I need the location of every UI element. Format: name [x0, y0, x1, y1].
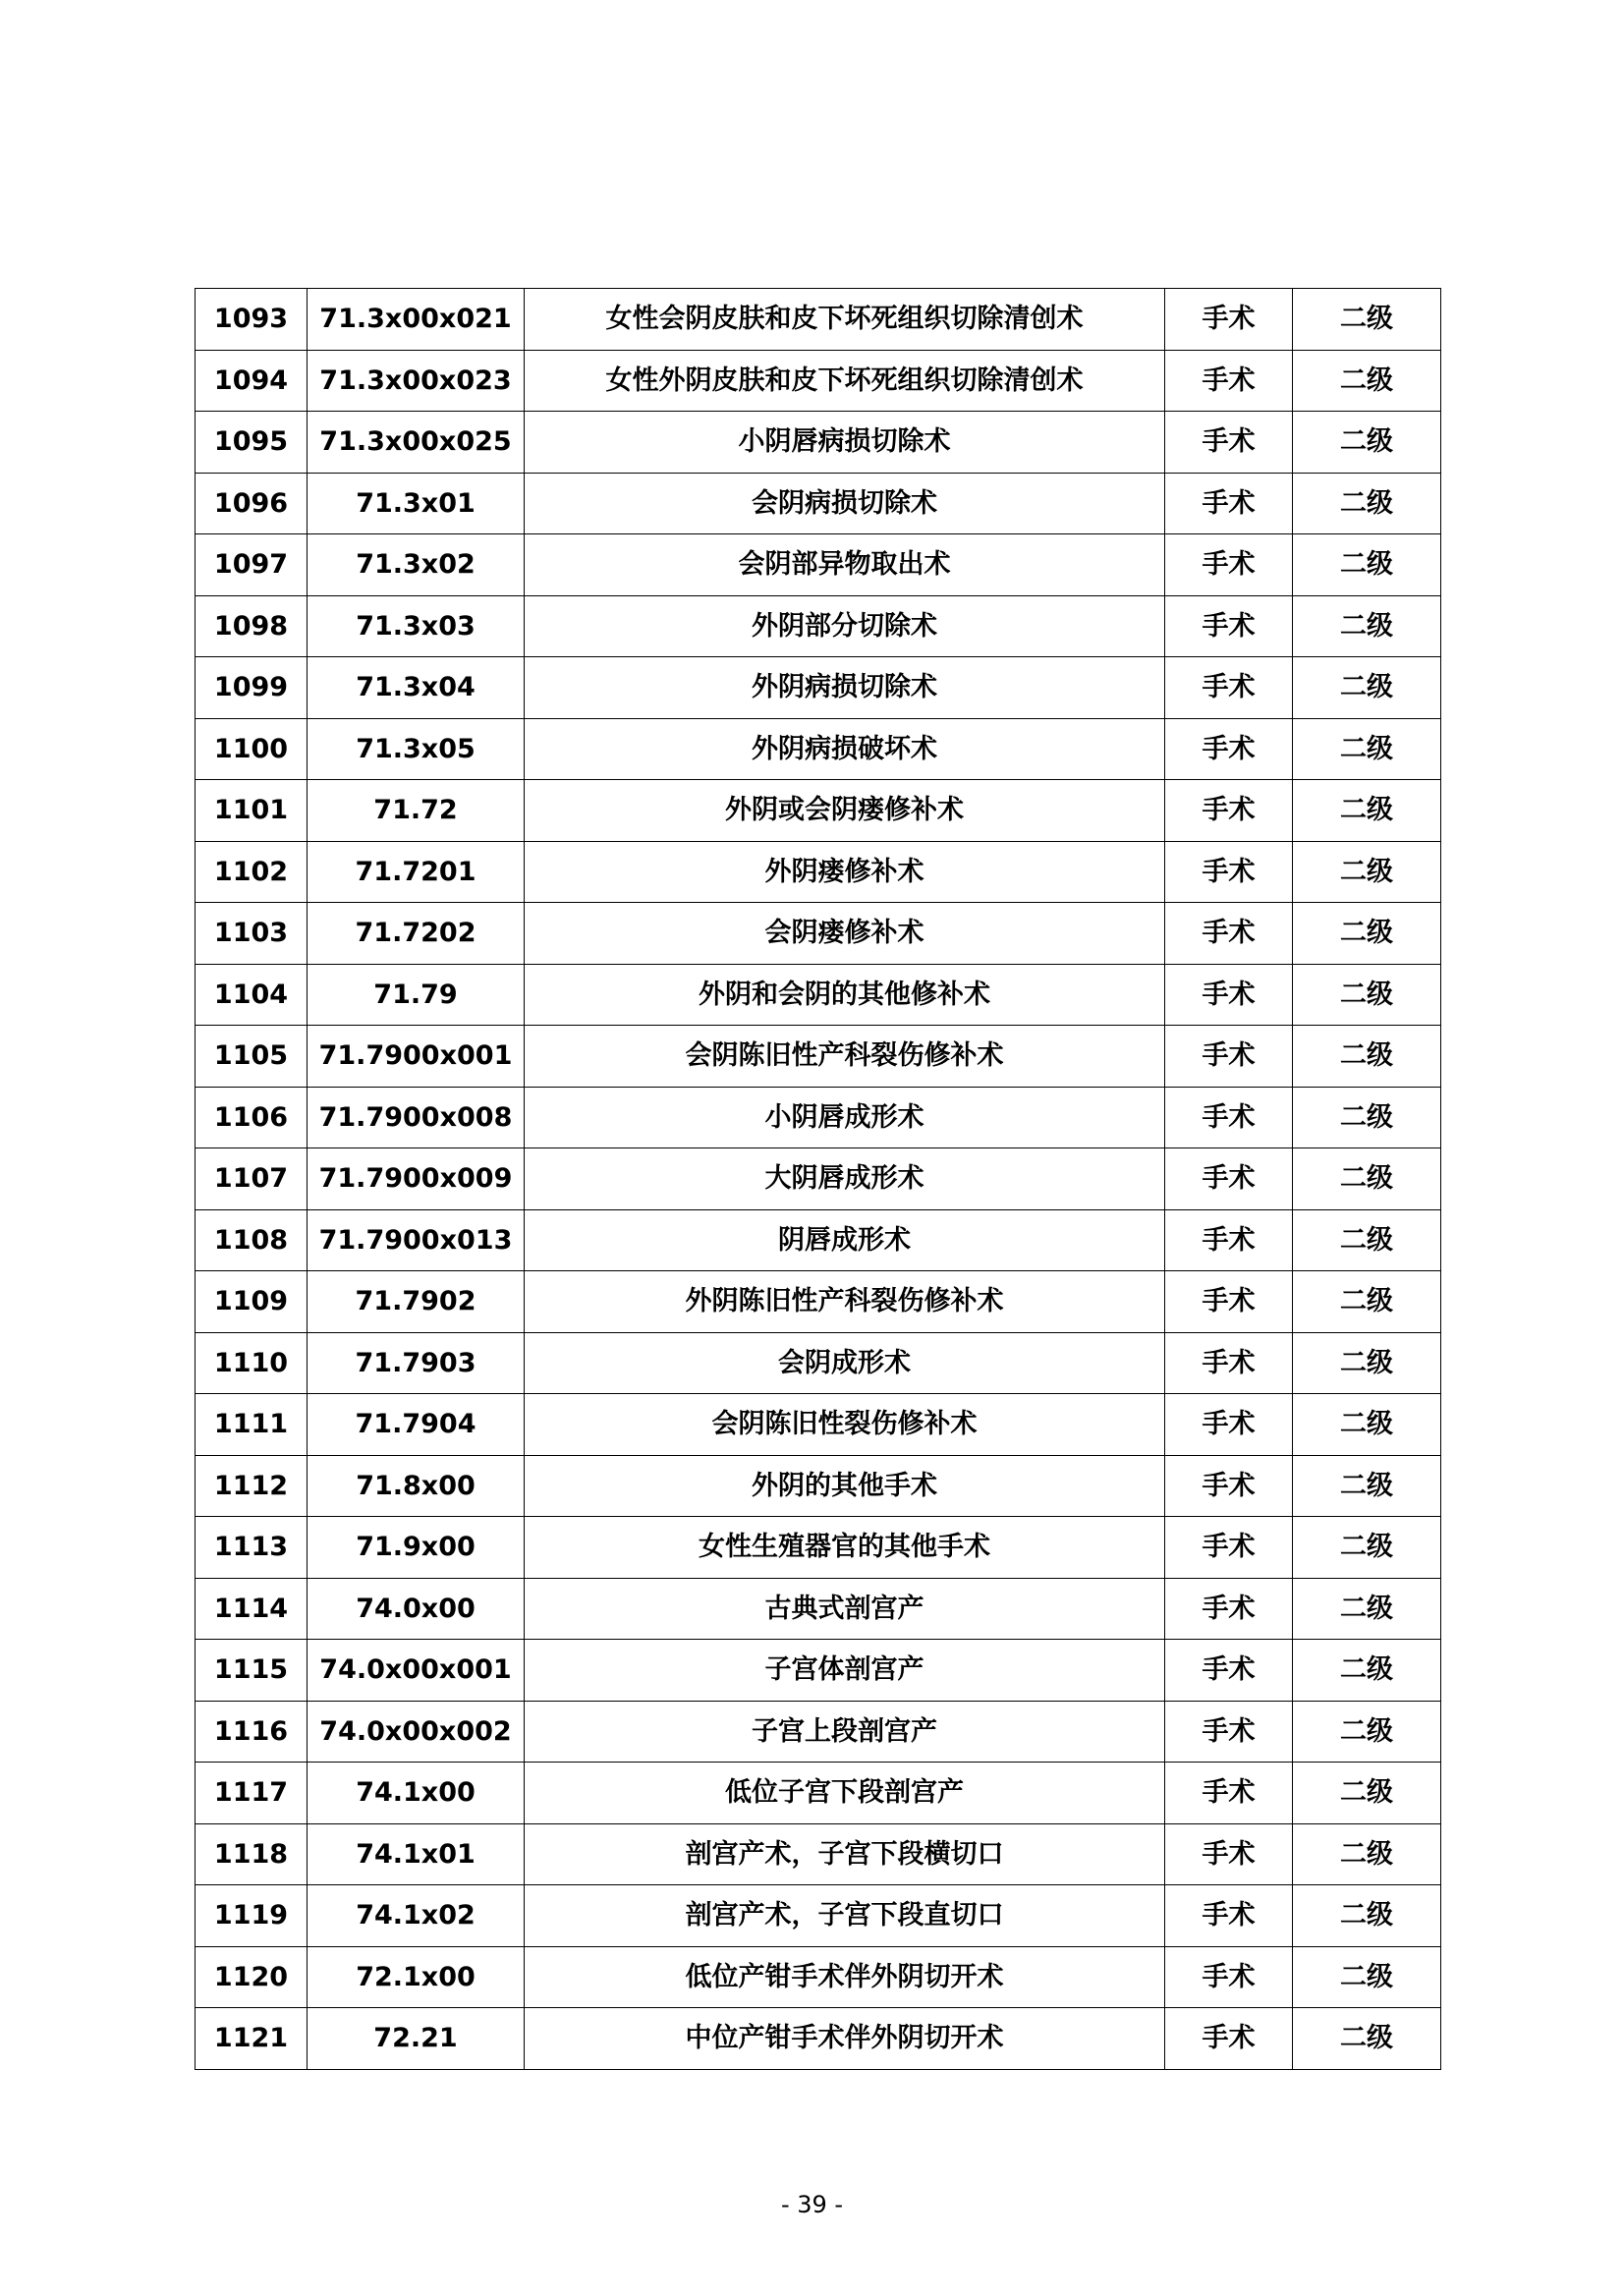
row-number-cell: 1116 [196, 1701, 308, 1763]
row-number-cell: 1096 [196, 473, 308, 534]
row-number-cell: 1119 [196, 1885, 308, 1947]
table-row [196, 1332, 1441, 1394]
procedure-code-cell: 71.7903 [308, 1332, 525, 1394]
procedure-name-cell: 女性外阴皮肤和皮下坏死组织切除清创术 [525, 350, 1165, 412]
procedure-name-cell: 低位子宫下段剖宫产 [525, 1763, 1165, 1824]
table-row [196, 1578, 1441, 1640]
procedure-name-cell: 小阴唇病损切除术 [525, 412, 1165, 474]
table-row [196, 595, 1441, 657]
procedure-type-cell: 手术 [1165, 534, 1293, 596]
procedure-type-cell: 手术 [1165, 1209, 1293, 1271]
row-number-cell: 1094 [196, 350, 308, 412]
procedure-type-cell: 手术 [1165, 841, 1293, 903]
row-number-cell: 1118 [196, 1823, 308, 1885]
table-row [196, 534, 1441, 596]
procedure-code-cell: 71.3x04 [308, 657, 525, 719]
procedure-type-cell: 手术 [1165, 657, 1293, 719]
procedure-level-cell: 二级 [1293, 473, 1441, 534]
procedure-type-cell: 手术 [1165, 1455, 1293, 1517]
procedure-name-cell: 小阴唇成形术 [525, 1087, 1165, 1148]
row-number-cell: 1112 [196, 1455, 308, 1517]
procedure-type-cell: 手术 [1165, 903, 1293, 965]
row-number-cell: 1100 [196, 718, 308, 780]
procedure-type-cell: 手术 [1165, 473, 1293, 534]
procedure-code-cell: 71.8x00 [308, 1455, 525, 1517]
procedure-name-cell: 外阴的其他手术 [525, 1455, 1165, 1517]
procedure-level-cell: 二级 [1293, 1701, 1441, 1763]
procedure-type-cell: 手术 [1165, 1271, 1293, 1333]
procedure-level-cell: 二级 [1293, 2008, 1441, 2070]
procedure-type-cell: 手术 [1165, 595, 1293, 657]
procedure-type-cell: 手术 [1165, 289, 1293, 351]
procedure-code-cell: 71.79 [308, 964, 525, 1026]
table-row [196, 657, 1441, 719]
procedure-type-cell: 手术 [1165, 1026, 1293, 1088]
table-row [196, 903, 1441, 965]
procedure-type-cell: 手术 [1165, 2008, 1293, 2070]
procedure-level-cell: 二级 [1293, 1517, 1441, 1579]
procedure-level-cell: 二级 [1293, 595, 1441, 657]
procedure-level-cell: 二级 [1293, 718, 1441, 780]
procedure-level-cell: 二级 [1293, 1455, 1441, 1517]
table-row [196, 1271, 1441, 1333]
procedure-name-cell: 低位产钳手术伴外阴切开术 [525, 1946, 1165, 2008]
procedure-name-cell: 剖宫产术，子宫下段直切口 [525, 1885, 1165, 1947]
procedure-name-cell: 会阴瘘修补术 [525, 903, 1165, 965]
table-row [196, 1394, 1441, 1456]
row-number-cell: 1105 [196, 1026, 308, 1088]
procedure-code-cell: 74.1x00 [308, 1763, 525, 1824]
surgery-classification-table [195, 288, 1441, 2070]
procedure-type-cell: 手术 [1165, 1148, 1293, 1210]
procedure-code-cell: 71.7902 [308, 1271, 525, 1333]
table-row [196, 964, 1441, 1026]
procedure-code-cell: 71.72 [308, 780, 525, 842]
procedure-code-cell: 71.9x00 [308, 1517, 525, 1579]
procedure-level-cell: 二级 [1293, 1946, 1441, 2008]
table-body [196, 289, 1441, 2070]
procedure-name-cell: 剖宫产术，子宫下段横切口 [525, 1823, 1165, 1885]
procedure-code-cell: 71.7202 [308, 903, 525, 965]
procedure-level-cell: 二级 [1293, 780, 1441, 842]
procedure-code-cell: 71.7900x001 [308, 1026, 525, 1088]
page-number: - 39 - [780, 2191, 844, 2218]
procedure-level-cell: 二级 [1293, 1209, 1441, 1271]
row-number-cell: 1120 [196, 1946, 308, 2008]
procedure-level-cell: 二级 [1293, 1640, 1441, 1702]
procedure-level-cell: 二级 [1293, 1026, 1441, 1088]
procedure-type-cell: 手术 [1165, 1763, 1293, 1824]
procedure-type-cell: 手术 [1165, 718, 1293, 780]
procedure-type-cell: 手术 [1165, 350, 1293, 412]
procedure-name-cell: 会阴成形术 [525, 1332, 1165, 1394]
procedure-level-cell: 二级 [1293, 289, 1441, 351]
table-row [196, 1701, 1441, 1763]
procedure-code-cell: 71.3x02 [308, 534, 525, 596]
procedure-name-cell: 女性会阴皮肤和皮下坏死组织切除清创术 [525, 289, 1165, 351]
row-number-cell: 1111 [196, 1394, 308, 1456]
procedure-type-cell: 手术 [1165, 1885, 1293, 1947]
row-number-cell: 1110 [196, 1332, 308, 1394]
row-number-cell: 1099 [196, 657, 308, 719]
procedure-name-cell: 会阴陈旧性产科裂伤修补术 [525, 1026, 1165, 1088]
procedure-type-cell: 手术 [1165, 1087, 1293, 1148]
procedure-code-cell: 72.1x00 [308, 1946, 525, 2008]
table-row [196, 1640, 1441, 1702]
procedure-level-cell: 二级 [1293, 964, 1441, 1026]
procedure-name-cell: 中位产钳手术伴外阴切开术 [525, 2008, 1165, 2070]
procedure-type-cell: 手术 [1165, 964, 1293, 1026]
row-number-cell: 1117 [196, 1763, 308, 1824]
procedure-code-cell: 71.3x01 [308, 473, 525, 534]
procedure-code-cell: 71.3x00x021 [308, 289, 525, 351]
procedure-level-cell: 二级 [1293, 1578, 1441, 1640]
row-number-cell: 1108 [196, 1209, 308, 1271]
table-row [196, 718, 1441, 780]
procedure-name-cell: 外阴陈旧性产科裂伤修补术 [525, 1271, 1165, 1333]
procedure-code-cell: 74.0x00 [308, 1578, 525, 1640]
table-row [196, 1823, 1441, 1885]
procedure-name-cell: 阴唇成形术 [525, 1209, 1165, 1271]
procedure-name-cell: 会阴陈旧性裂伤修补术 [525, 1394, 1165, 1456]
table-row [196, 1026, 1441, 1088]
procedure-code-cell: 71.3x03 [308, 595, 525, 657]
procedure-level-cell: 二级 [1293, 1394, 1441, 1456]
row-number-cell: 1113 [196, 1517, 308, 1579]
row-number-cell: 1101 [196, 780, 308, 842]
procedure-code-cell: 74.0x00x001 [308, 1640, 525, 1702]
procedure-type-cell: 手术 [1165, 1578, 1293, 1640]
row-number-cell: 1114 [196, 1578, 308, 1640]
table-row [196, 1763, 1441, 1824]
procedure-type-cell: 手术 [1165, 1823, 1293, 1885]
table-row [196, 780, 1441, 842]
procedure-type-cell: 手术 [1165, 412, 1293, 474]
table-row [196, 1209, 1441, 1271]
table-row [196, 841, 1441, 903]
procedure-name-cell: 子宫体剖宫产 [525, 1640, 1165, 1702]
procedure-level-cell: 二级 [1293, 1271, 1441, 1333]
procedure-name-cell: 外阴或会阴瘘修补术 [525, 780, 1165, 842]
row-number-cell: 1107 [196, 1148, 308, 1210]
row-number-cell: 1115 [196, 1640, 308, 1702]
procedure-name-cell: 会阴部异物取出术 [525, 534, 1165, 596]
procedure-level-cell: 二级 [1293, 350, 1441, 412]
procedure-level-cell: 二级 [1293, 1332, 1441, 1394]
procedure-code-cell: 71.3x00x023 [308, 350, 525, 412]
procedure-code-cell: 71.7201 [308, 841, 525, 903]
procedure-code-cell: 71.7900x008 [308, 1087, 525, 1148]
procedure-code-cell: 71.7904 [308, 1394, 525, 1456]
procedure-code-cell: 71.3x05 [308, 718, 525, 780]
procedure-level-cell: 二级 [1293, 1148, 1441, 1210]
procedure-level-cell: 二级 [1293, 1763, 1441, 1824]
procedure-level-cell: 二级 [1293, 534, 1441, 596]
procedure-code-cell: 74.1x01 [308, 1823, 525, 1885]
procedure-code-cell: 72.21 [308, 2008, 525, 2070]
procedure-type-cell: 手术 [1165, 1946, 1293, 2008]
table-row [196, 350, 1441, 412]
procedure-type-cell: 手术 [1165, 1517, 1293, 1579]
table-row [196, 1148, 1441, 1210]
procedure-name-cell: 会阴病损切除术 [525, 473, 1165, 534]
procedure-level-cell: 二级 [1293, 1823, 1441, 1885]
row-number-cell: 1109 [196, 1271, 308, 1333]
procedure-level-cell: 二级 [1293, 1087, 1441, 1148]
procedure-level-cell: 二级 [1293, 657, 1441, 719]
table-row [196, 1946, 1441, 2008]
row-number-cell: 1093 [196, 289, 308, 351]
procedure-level-cell: 二级 [1293, 1885, 1441, 1947]
row-number-cell: 1104 [196, 964, 308, 1026]
procedure-name-cell: 女性生殖器官的其他手术 [525, 1517, 1165, 1579]
row-number-cell: 1106 [196, 1087, 308, 1148]
table-row [196, 1455, 1441, 1517]
procedure-code-cell: 71.7900x013 [308, 1209, 525, 1271]
procedure-code-cell: 71.7900x009 [308, 1148, 525, 1210]
procedure-code-cell: 74.0x00x002 [308, 1701, 525, 1763]
table-row [196, 289, 1441, 351]
row-number-cell: 1098 [196, 595, 308, 657]
procedure-name-cell: 外阴和会阴的其他修补术 [525, 964, 1165, 1026]
procedure-name-cell: 外阴病损切除术 [525, 657, 1165, 719]
procedure-name-cell: 外阴部分切除术 [525, 595, 1165, 657]
row-number-cell: 1102 [196, 841, 308, 903]
table-row [196, 2008, 1441, 2070]
row-number-cell: 1103 [196, 903, 308, 965]
table-row [196, 1087, 1441, 1148]
procedure-type-cell: 手术 [1165, 1640, 1293, 1702]
procedure-code-cell: 71.3x00x025 [308, 412, 525, 474]
procedure-level-cell: 二级 [1293, 412, 1441, 474]
procedure-name-cell: 外阴瘘修补术 [525, 841, 1165, 903]
procedure-name-cell: 大阴唇成形术 [525, 1148, 1165, 1210]
procedure-type-cell: 手术 [1165, 1701, 1293, 1763]
procedure-level-cell: 二级 [1293, 841, 1441, 903]
procedure-type-cell: 手术 [1165, 780, 1293, 842]
row-number-cell: 1097 [196, 534, 308, 596]
table-row [196, 1885, 1441, 1947]
procedure-code-cell: 74.1x02 [308, 1885, 525, 1947]
table-row [196, 1517, 1441, 1579]
procedure-name-cell: 子宫上段剖宫产 [525, 1701, 1165, 1763]
procedure-name-cell: 古典式剖宫产 [525, 1578, 1165, 1640]
table-row [196, 412, 1441, 474]
procedure-name-cell: 外阴病损破坏术 [525, 718, 1165, 780]
row-number-cell: 1095 [196, 412, 308, 474]
table-row [196, 473, 1441, 534]
row-number-cell: 1121 [196, 2008, 308, 2070]
procedure-type-cell: 手术 [1165, 1332, 1293, 1394]
procedure-type-cell: 手术 [1165, 1394, 1293, 1456]
procedure-level-cell: 二级 [1293, 903, 1441, 965]
